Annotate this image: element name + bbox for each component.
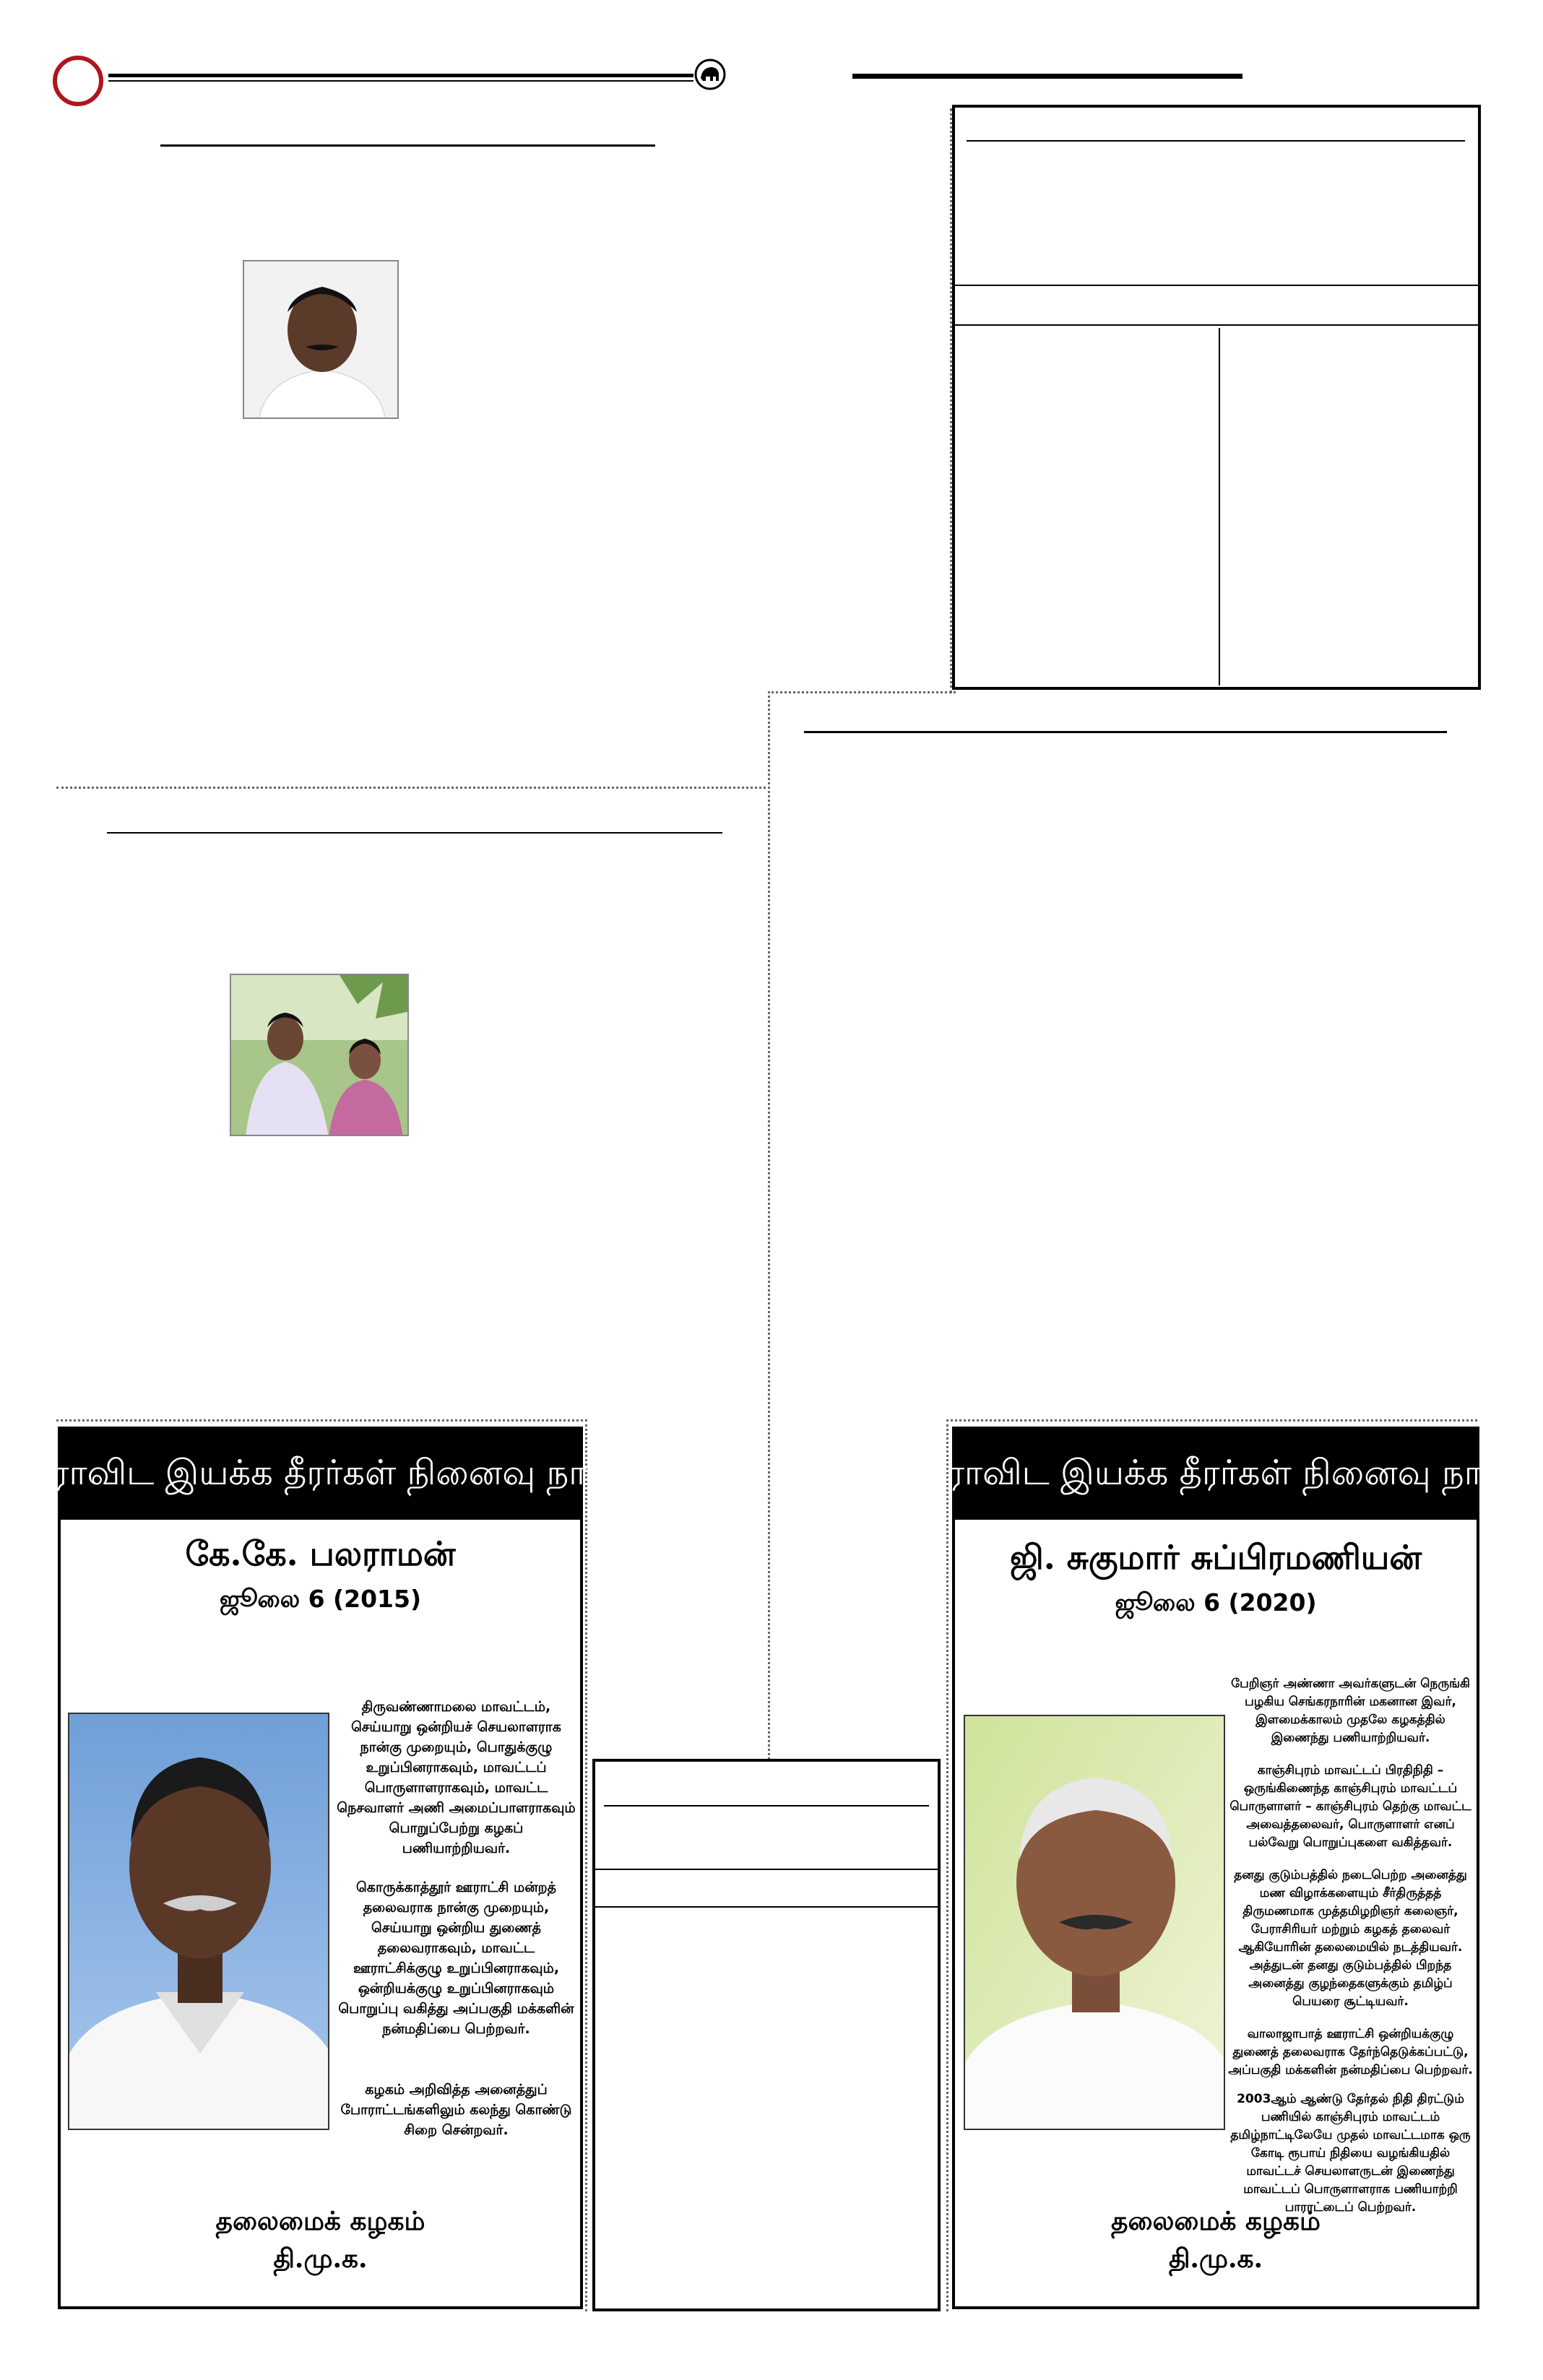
memorial-paragraph-1: பேறிஞர் அண்ணா அவர்களுடன் நெருங்கி பழகிய செங்கரநாரின் மகனான இவர், இளமைக்காலம் முதலே கழகத்தில் இணைந்து பணியாற்றியவர். bbox=[1231, 1676, 1470, 1745]
memorial-paragraph-4: வாலாஜாபாத் ஊராட்சி ஒன்றியக்குழு துணைத் தலைவராக தேர்ந்தெடுக்கப்பட்டு, அப்பகுதி மக்களின் நன்மதிப்பை பெற்றவர். bbox=[1228, 2027, 1473, 2077]
memorial-date: ஜூலை 6 (2015) bbox=[219, 1585, 422, 1613]
party-logo bbox=[53, 56, 103, 106]
memorial-paragraph-2: காஞ்சிபுரம் மாவட்டப் பிரதிநிதி – ஒருங்கிணைந்த காஞ்சிபுரம் மாவட்டப் பொருளாளர் – காஞ்சிபுரம் தெற்கு மாவட்ட அவைத்தலைவர், பொருளாளர் எனப் பல்வேறு பொறுப்புகளை வகித்தவர். bbox=[1229, 1763, 1471, 1850]
info-box-top-right bbox=[952, 105, 1481, 690]
memorial-footer-party: தி.மு.க. bbox=[1168, 2243, 1263, 2274]
memorial-portrait-photo bbox=[964, 1715, 1225, 2130]
memorial-paragraph-2: கொருக்காத்தூர் ஊராட்சி மன்றத் தலைவராக நான்கு முறையும், செய்யாறு ஒன்றிய துணைத் தலைவராகவும், மாவட்ட ஊராட்சிக்குழு உறுப்பினராகவும், ஒன்றியக்குழு உறுப்பினராகவும் பொறுப்பு வகித்து அப்பகுதி மக்களின் நன்மதிப்பை பெற்றவர். bbox=[338, 1879, 574, 2037]
portrait-photo-man bbox=[243, 260, 399, 419]
memorial-paragraph-5: 2003ஆம் ஆண்டு தேர்தல் நிதி திரட்டும் பணியில் காஞ்சிபுரம் மாவட்டம் தமிழ்நாட்டிலேயே முதல் மாவட்டமாக ஒரு கோடி ரூபாய் நிதியை வழங்கியதில் மாவட்டச் செயலாளருடன் இணைந்து மாவட்டப் பொருளாளராக பணியாற்றி பாராட்டைப் பெற்றவர். bbox=[1230, 2092, 1471, 2215]
column-divider-center bbox=[768, 691, 770, 1764]
memorial-footer-party: தி.மு.க. bbox=[273, 2243, 368, 2274]
memorial-card-left bbox=[22, 1427, 618, 2309]
section-divider-left bbox=[56, 787, 770, 789]
memorial-card-right bbox=[917, 1427, 1514, 2309]
header-rule bbox=[108, 74, 693, 77]
elephant-emblem-icon bbox=[693, 58, 727, 91]
memorial-footer-org: தலைமைக் கழகம் bbox=[1111, 2206, 1321, 2236]
memorial-paragraph-1: திருவண்ணாமலை மாவட்டம், செய்யாறு ஒன்றியச் செயலாளராக நான்கு முறையும், பொதுக்குழு உறுப்பினராகவும், மாவட்டப் பொருளாளராகவும், மாவட்ட நெசவாளர் அணி அமைப்பாளராகவும் பொறுப்பேற்று கழகப் பணியாற்றியவர். bbox=[337, 1699, 576, 1856]
memorial-footer-org: தலைமைக் கழகம் bbox=[215, 2206, 425, 2236]
info-box-center bbox=[592, 1759, 941, 2311]
memorial-date: ஜூலை 6 (2020) bbox=[1115, 1588, 1317, 1617]
memorial-name: ஜி. சுகுமார் சுப்பிரமணியன் bbox=[1010, 1538, 1422, 1577]
article-title-rule bbox=[160, 144, 655, 147]
header-rule-right bbox=[852, 74, 1242, 79]
section-divider bbox=[768, 691, 956, 693]
article-title-rule-right bbox=[804, 731, 1447, 733]
couple-photo bbox=[230, 974, 409, 1136]
memorial-paragraph-3: தனது குடும்பத்தில் நடைபெற்ற அனைத்து மண விழாக்களையும் சீர்திருத்தத் திருமணமாக முத்தமிழறிஞர் கலைஞர், பேராசிரியர் மற்றும் கழகத் தலைவர் ஆகியோரின் தலைமையில் நடத்தியவர். அத்துடன் தனது குடும்பத்தில் பிறந்த அனைத்து குழந்தைகளுக்கும் தமிழ்ப் பெயரை சூட்டியவர். bbox=[1234, 1868, 1467, 2009]
memorial-portrait-photo bbox=[68, 1713, 329, 2130]
column-divider-right bbox=[950, 108, 952, 693]
memorial-name: கே.கே. பலராமன் bbox=[185, 1534, 456, 1573]
memorial-banner: திராவிட இயக்க தீரர்கள் நினைவு நாள் bbox=[955, 1429, 1477, 1520]
article-title-rule-mid bbox=[107, 832, 722, 834]
header-rule-thin bbox=[108, 80, 693, 82]
memorial-banner: திராவிட இயக்க தீரர்கள் நினைவு நாள் bbox=[61, 1429, 580, 1520]
memorial-paragraph-3: கழகம் அறிவித்த அனைத்துப் போராட்டங்களிலும் கலந்து கொண்டு சிறை சென்றவர். bbox=[340, 2082, 572, 2138]
